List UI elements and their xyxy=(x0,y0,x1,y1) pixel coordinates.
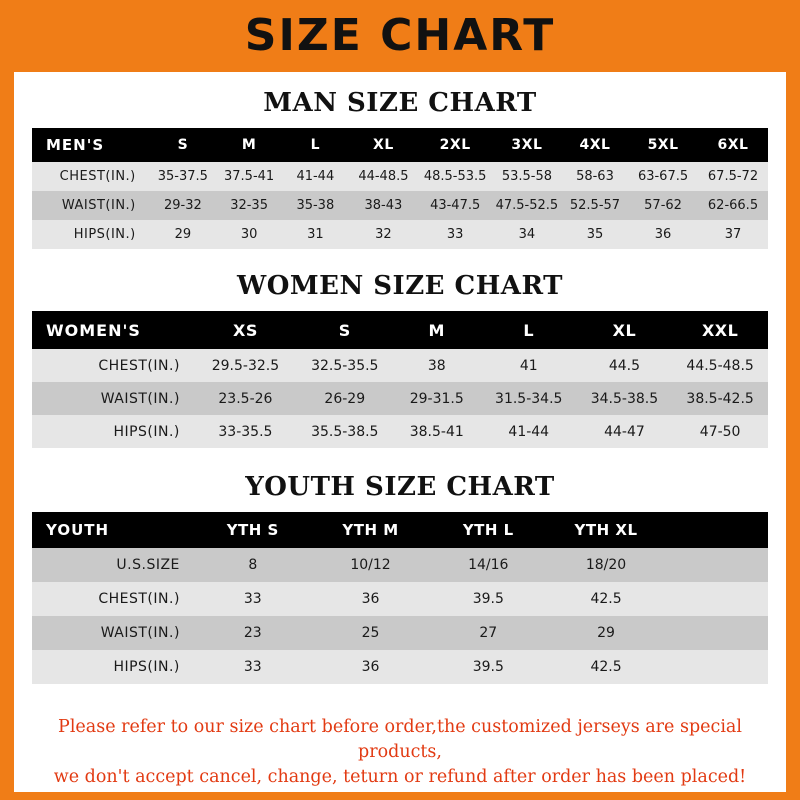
cell: 29 xyxy=(547,616,665,650)
row-label: CHEST(IN.) xyxy=(32,349,194,382)
cell xyxy=(665,582,768,616)
men-size-table xyxy=(32,128,768,249)
cell: 44.5 xyxy=(577,349,673,382)
cell: 35-38 xyxy=(282,191,348,220)
cell: 23 xyxy=(194,616,312,650)
column-header: WOMEN'S xyxy=(32,311,194,349)
cell: 58-63 xyxy=(562,162,628,191)
cell: 41-44 xyxy=(282,162,348,191)
cell: 38 xyxy=(393,349,481,382)
column-header: YTH XL xyxy=(547,512,665,548)
cell: 39.5 xyxy=(429,582,547,616)
footer-line-1: Please refer to our size chart before order,the customized jerseys are special products, xyxy=(58,717,742,762)
table-header-row xyxy=(32,512,768,548)
column-header: L xyxy=(282,128,348,162)
cell: 29-32 xyxy=(150,191,216,220)
cell: 62-66.5 xyxy=(698,191,768,220)
bottom-accent-strip xyxy=(14,792,786,800)
row-label: HIPS(IN.) xyxy=(32,650,194,684)
column-header: M xyxy=(393,311,481,349)
cell: 32 xyxy=(348,220,418,249)
cell: 33 xyxy=(194,582,312,616)
cell: 10/12 xyxy=(312,548,430,582)
cell: 38.5-42.5 xyxy=(672,382,768,415)
cell: 48.5-53.5 xyxy=(418,162,492,191)
cell: 35 xyxy=(562,220,628,249)
cell: 33 xyxy=(418,220,492,249)
row-label: HIPS(IN.) xyxy=(32,220,150,249)
cell: 32-35 xyxy=(216,191,282,220)
cell xyxy=(665,616,768,650)
column-header: YTH S xyxy=(194,512,312,548)
cell: 25 xyxy=(312,616,430,650)
cell: 33-35.5 xyxy=(194,415,297,448)
column-header: XS xyxy=(194,311,297,349)
cell: 63-67.5 xyxy=(628,162,698,191)
column-header: XL xyxy=(348,128,418,162)
cell: 67.5-72 xyxy=(698,162,768,191)
column-header xyxy=(665,512,768,548)
column-header: L xyxy=(481,311,577,349)
banner xyxy=(0,0,800,72)
column-header: 5XL xyxy=(628,128,698,162)
cell: 38-43 xyxy=(348,191,418,220)
column-header: XL xyxy=(577,311,673,349)
cell: 8 xyxy=(194,548,312,582)
column-header: YTH M xyxy=(312,512,430,548)
cell: 29 xyxy=(150,220,216,249)
row-label: WAIST(IN.) xyxy=(32,382,194,415)
table-header-row xyxy=(32,128,768,162)
cell: 52.5-57 xyxy=(562,191,628,220)
column-header: 6XL xyxy=(698,128,768,162)
content xyxy=(14,88,786,684)
cell: 44.5-48.5 xyxy=(672,349,768,382)
cell: 33 xyxy=(194,650,312,684)
cell: 14/16 xyxy=(429,548,547,582)
youth-size-table xyxy=(32,512,768,684)
cell: 39.5 xyxy=(429,650,547,684)
column-header: 3XL xyxy=(492,128,562,162)
table-row xyxy=(32,191,768,220)
cell: 35-37.5 xyxy=(150,162,216,191)
row-label: CHEST(IN.) xyxy=(32,582,194,616)
cell: 30 xyxy=(216,220,282,249)
cell: 31 xyxy=(282,220,348,249)
cell: 44-47 xyxy=(577,415,673,448)
cell: 53.5-58 xyxy=(492,162,562,191)
row-label: WAIST(IN.) xyxy=(32,616,194,650)
cell: 47.5-52.5 xyxy=(492,191,562,220)
column-header: M xyxy=(216,128,282,162)
column-header: XXL xyxy=(672,311,768,349)
column-header: S xyxy=(150,128,216,162)
table-row xyxy=(32,616,768,650)
cell: 36 xyxy=(628,220,698,249)
table-row xyxy=(32,382,768,415)
cell: 36 xyxy=(312,650,430,684)
women-size-table xyxy=(32,311,768,448)
table-header-row xyxy=(32,311,768,349)
row-label: WAIST(IN.) xyxy=(32,191,150,220)
row-label: HIPS(IN.) xyxy=(32,415,194,448)
cell: 32.5-35.5 xyxy=(297,349,393,382)
column-header: YTH L xyxy=(429,512,547,548)
cell: 29.5-32.5 xyxy=(194,349,297,382)
cell: 37 xyxy=(698,220,768,249)
row-label: CHEST(IN.) xyxy=(32,162,150,191)
table-row xyxy=(32,548,768,582)
cell: 41-44 xyxy=(481,415,577,448)
cell: 37.5-41 xyxy=(216,162,282,191)
column-header: 2XL xyxy=(418,128,492,162)
column-header: 4XL xyxy=(562,128,628,162)
cell: 57-62 xyxy=(628,191,698,220)
table-row xyxy=(32,415,768,448)
table-row xyxy=(32,582,768,616)
cell: 26-29 xyxy=(297,382,393,415)
cell: 34.5-38.5 xyxy=(577,382,673,415)
table-row xyxy=(32,162,768,191)
table-row xyxy=(32,349,768,382)
cell: 47-50 xyxy=(672,415,768,448)
cell: 23.5-26 xyxy=(194,382,297,415)
table-row xyxy=(32,650,768,684)
cell xyxy=(665,650,768,684)
section-title-women: WOMEN SIZE CHART xyxy=(237,271,563,301)
section-title-youth: YOUTH SIZE CHART xyxy=(245,472,555,502)
cell: 43-47.5 xyxy=(418,191,492,220)
cell: 27 xyxy=(429,616,547,650)
cell xyxy=(665,548,768,582)
cell: 35.5-38.5 xyxy=(297,415,393,448)
column-header: MEN'S xyxy=(32,128,150,162)
cell: 36 xyxy=(312,582,430,616)
column-header: S xyxy=(297,311,393,349)
cell: 42.5 xyxy=(547,582,665,616)
cell: 18/20 xyxy=(547,548,665,582)
cell: 31.5-34.5 xyxy=(481,382,577,415)
table-row xyxy=(32,220,768,249)
page-title: SIZE CHART xyxy=(244,10,556,61)
cell: 41 xyxy=(481,349,577,382)
column-header: YOUTH xyxy=(32,512,194,548)
footer-line-2: we don't accept cancel, change, teturn or refund after order has been placed! xyxy=(53,767,747,787)
cell: 44-48.5 xyxy=(348,162,418,191)
section-title-men: MAN SIZE CHART xyxy=(263,88,537,118)
footer-note xyxy=(28,709,772,800)
cell: 34 xyxy=(492,220,562,249)
cell: 42.5 xyxy=(547,650,665,684)
row-label: U.S.SIZE xyxy=(32,548,194,582)
cell: 29-31.5 xyxy=(393,382,481,415)
cell: 38.5-41 xyxy=(393,415,481,448)
